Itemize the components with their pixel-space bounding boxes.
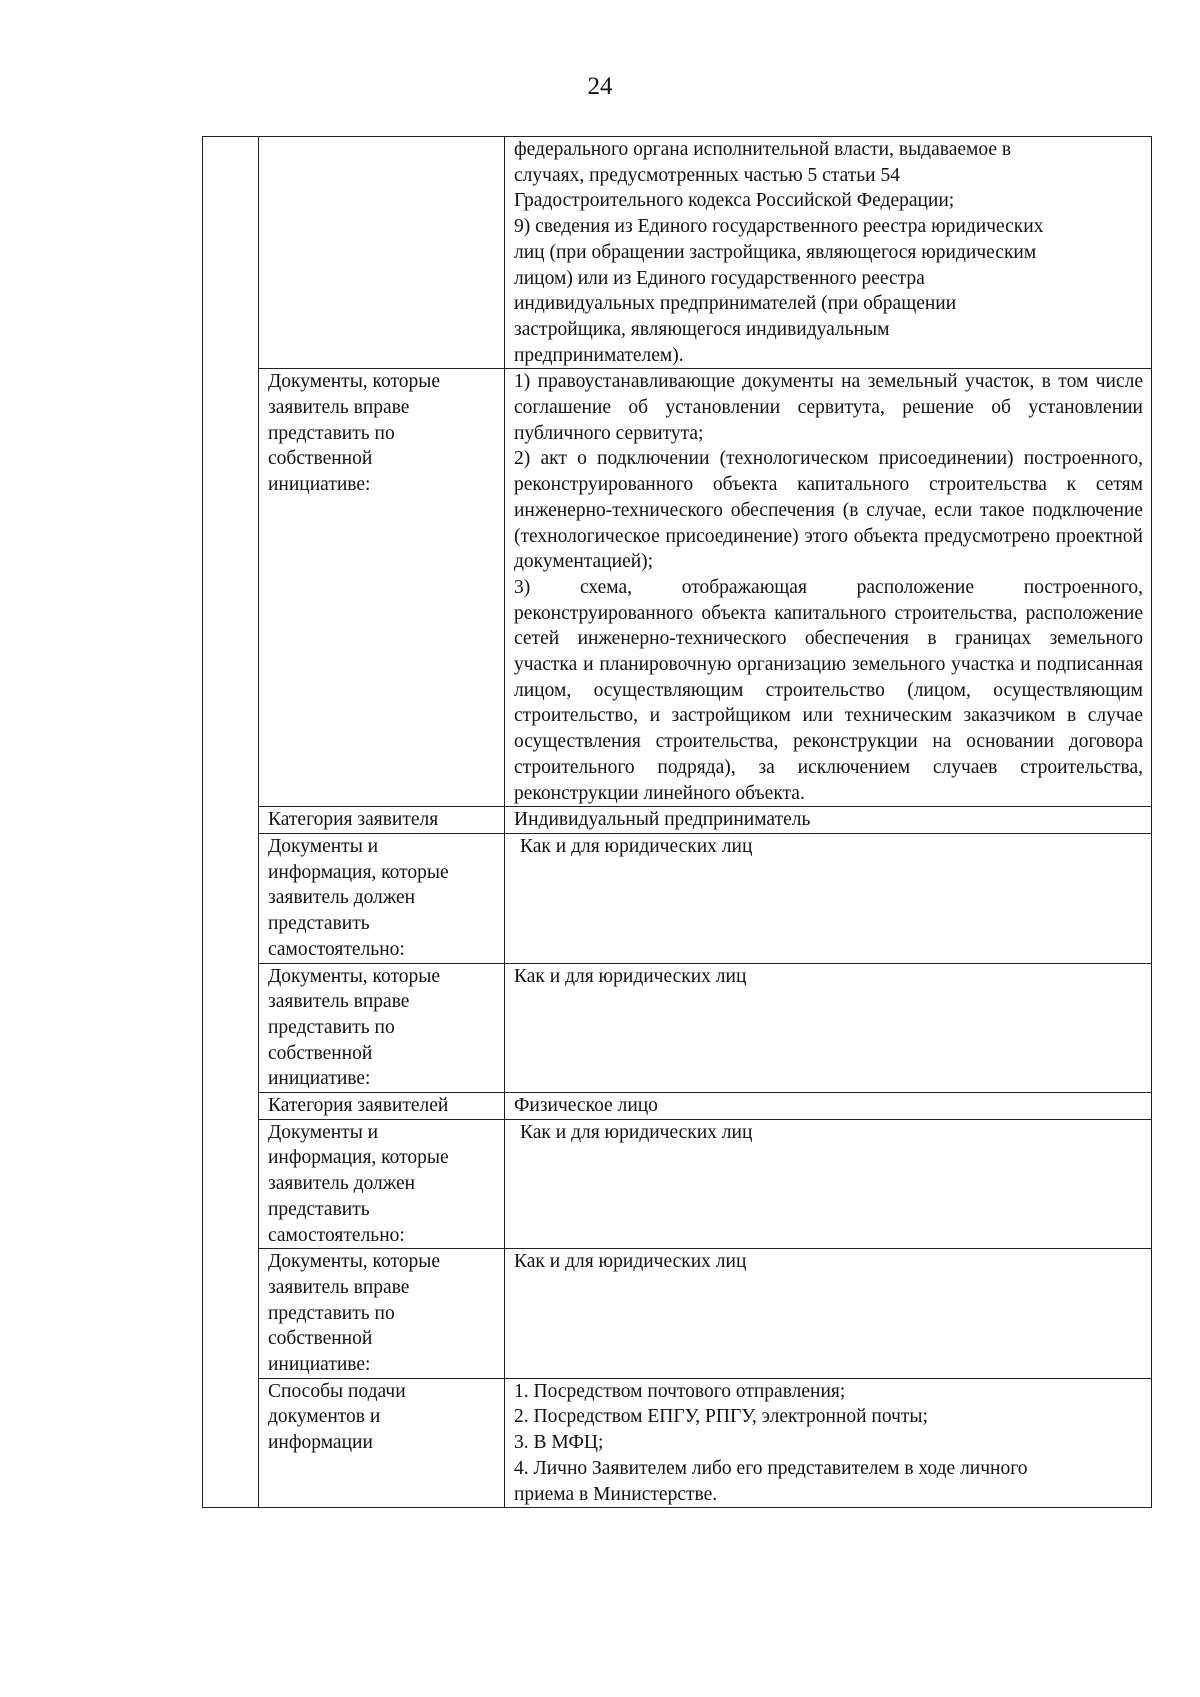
table-row	[203, 1249, 1152, 1379]
row-number-cell	[203, 963, 259, 1093]
content-cell: Физическое лицо	[505, 1093, 1152, 1120]
row-number-cell	[203, 833, 259, 963]
table-row	[203, 807, 1152, 834]
content-cell: 1) правоустанавливающие документы на земельный участок, в том числе соглашение об установлении сервитута, решение об установлении публичного сервитута; 2) акт о подключении (технологическом присоединении) построенного, реконструированного объекта капитального строительства к сетям инженерно-технического обеспечения (в случае, если такое подключение (технологическое присоединение) этого объекта предусмотрено проектной документацией); 3) схема, отображающая расположение построенного, реконструированного объекта капитального строительства, расположение сетей инженерно-технического обеспечения в границах земельного участка и планировочную организацию земельного участка и подписанная лицом, осуществляющим строительство (лицом, осуществляющим строительство, и застройщиком или техническим заказчиком в случае осуществления строительства, реконструкции на основании договора строительного подряда), за исключением случаев строительства, реконструкции линейного объекта.	[505, 369, 1152, 807]
table-row	[203, 1093, 1152, 1120]
label-cell	[259, 137, 505, 369]
label-cell: Документы и информация, которые заявитель должен представить самостоятельно:	[259, 833, 505, 963]
table-row	[203, 963, 1152, 1093]
row-number-cell	[203, 1378, 259, 1508]
table-row	[203, 137, 1152, 369]
row-number-cell	[203, 137, 259, 369]
table-row	[203, 1378, 1152, 1508]
table-row	[203, 833, 1152, 963]
label-cell: Способы подачи документов и информации	[259, 1378, 505, 1508]
label-cell: Категория заявителей	[259, 1093, 505, 1120]
row-number-cell	[203, 1093, 259, 1120]
services-table	[202, 136, 1152, 1508]
content-cell: Как и для юридических лиц	[505, 1119, 1152, 1249]
label-cell: Документы, которые заявитель вправе представить по собственной инициативе:	[259, 963, 505, 1093]
table-row	[203, 369, 1152, 807]
content-cell: Как и для юридических лиц	[505, 963, 1152, 1093]
label-cell: Документы и информация, которые заявитель должен представить самостоятельно:	[259, 1119, 505, 1249]
page-number: 24	[587, 73, 613, 100]
content-cell: Индивидуальный предприниматель	[505, 807, 1152, 834]
row-number-cell	[203, 369, 259, 807]
table-row	[203, 1119, 1152, 1249]
row-number-cell	[203, 1119, 259, 1249]
content-cell: 1. Посредством почтового отправления; 2. Посредством ЕПГУ, РПГУ, электронной почты; 3. В МФЦ; 4. Лично Заявителем либо его представителем в ходе личного приема в Министерстве.	[505, 1378, 1152, 1508]
row-number-cell	[203, 807, 259, 834]
content-cell: федерального органа исполнительной власти, выдаваемое в случаях, предусмотренных частью 5 статьи 54 Градостроительного кодекса Российской Федерации; 9) сведения из Единого государственного реестра юридических лиц (при обращении застройщика, являющегося юридическим лицом) или из Единого государственного реестра индивидуальных предпринимателей (при обращении застройщика, являющегося индивидуальным предпринимателем).	[505, 137, 1152, 369]
label-cell: Документы, которые заявитель вправе представить по собственной инициативе:	[259, 1249, 505, 1379]
row-number-cell	[203, 1249, 259, 1379]
content-cell: Как и для юридических лиц	[505, 1249, 1152, 1379]
label-cell: Категория заявителя	[259, 807, 505, 834]
label-cell: Документы, которые заявитель вправе представить по собственной инициативе:	[259, 369, 505, 807]
content-cell: Как и для юридических лиц	[505, 833, 1152, 963]
